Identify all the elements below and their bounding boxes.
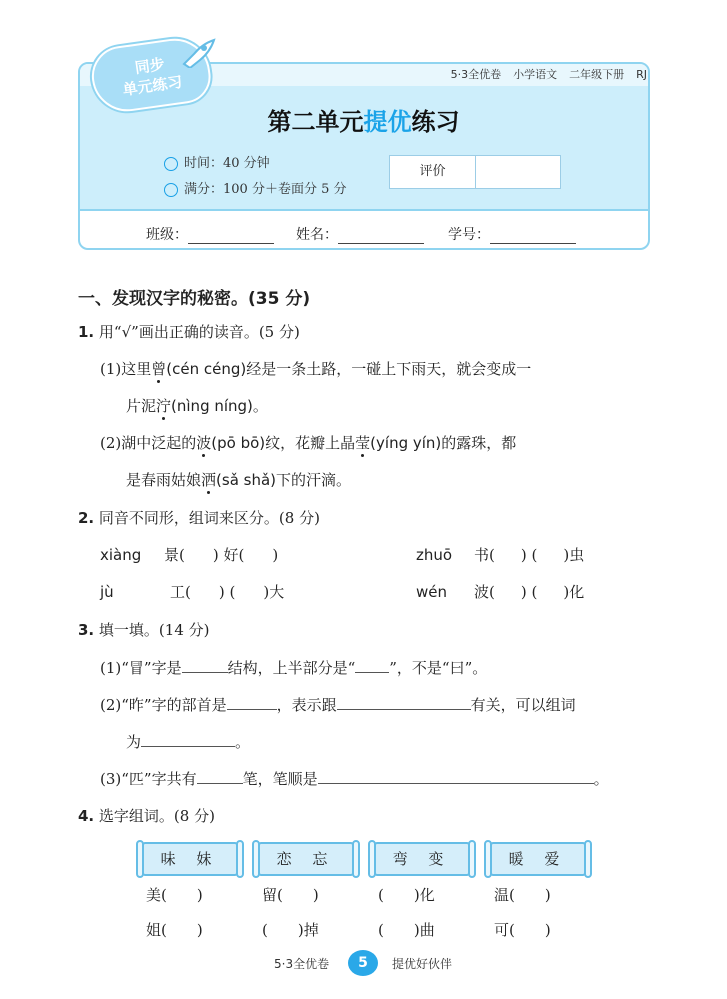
question-3-item-3	[100, 767, 609, 789]
question-4-row-2	[378, 919, 435, 940]
question-number: 3.	[78, 621, 95, 639]
evaluation-label: 评价	[390, 156, 476, 188]
question-1-stem	[78, 321, 300, 342]
fill-item[interactable]: 温(	[494, 886, 515, 904]
fill-item[interactable]: 美(	[146, 886, 167, 904]
series-name: 5·3全优卷	[450, 68, 502, 81]
check-circle-icon	[164, 183, 178, 197]
badge-line2: 单元练习	[121, 72, 184, 99]
score-text: 满分：100 分＋卷面分 5 分	[184, 182, 347, 197]
question-1-sentence-2b	[126, 469, 351, 490]
text: 纹，花瓣上晶	[265, 434, 356, 452]
text: (1)这里	[100, 360, 152, 378]
answer-blank[interactable]	[318, 767, 594, 784]
fill-item[interactable]: )	[196, 886, 203, 904]
badge-line1: 同步	[133, 55, 166, 78]
fill-item[interactable]: ) (	[520, 546, 538, 564]
word-choice-box: 弯 变	[374, 842, 470, 876]
question-1-sentence-2a	[100, 432, 516, 453]
question-text: 用“√”画出正确的读音。(5 分)	[98, 323, 300, 341]
question-3-item-2-cont	[126, 730, 250, 752]
answer-blank[interactable]	[355, 656, 389, 673]
fill-item[interactable]: ) (	[218, 583, 236, 601]
fill-item[interactable]: ) 好(	[212, 546, 245, 564]
question-2-row-2	[100, 581, 284, 602]
text: 片泥	[126, 397, 157, 415]
page-number: 5	[348, 950, 378, 976]
name-field[interactable]	[296, 224, 424, 244]
pinyin-choice[interactable]: (sǎ shǎ)	[216, 471, 277, 489]
question-1-sentence-1b	[126, 395, 268, 416]
text: 。	[593, 770, 609, 788]
pinyin-choice[interactable]: (yíng yín)	[370, 434, 442, 452]
question-4-row-2	[262, 919, 319, 940]
pinyin: zhuō	[416, 546, 453, 564]
question-4-row-1	[494, 884, 551, 905]
question-3-item-1	[100, 656, 487, 678]
word-choice-box: 味 妹	[142, 842, 238, 876]
fill-item[interactable]: )化	[563, 583, 585, 601]
question-text: 填一填。(14 分)	[98, 621, 210, 639]
section-title: 一、发现汉字的秘密。(35 分)	[78, 289, 311, 309]
word-choice-box: 恋 忘	[258, 842, 354, 876]
question-2-row-2-right	[416, 581, 584, 602]
text: (2)湖中泛起的	[100, 434, 197, 452]
fill-item[interactable]: )	[272, 546, 279, 564]
title-highlight: 提优	[363, 108, 412, 136]
pinyin-choice[interactable]: (cén céng)	[166, 360, 247, 378]
footer-slogan: 提优好伙伴	[392, 957, 453, 971]
id-label: 学号：	[448, 227, 490, 243]
class-field[interactable]	[146, 224, 274, 244]
fill-item[interactable]: 书(	[474, 546, 495, 564]
title-part: 练习	[411, 108, 460, 136]
question-3-stem	[78, 619, 209, 640]
clock-icon	[164, 157, 178, 171]
pinyin: xiàng	[100, 546, 142, 564]
fill-item[interactable]: )	[312, 886, 319, 904]
marked-char: 泞	[156, 397, 172, 415]
fill-item[interactable]: )化	[413, 886, 435, 904]
text: 结构，上半部分是“	[227, 659, 356, 677]
question-4-row-1	[378, 884, 435, 905]
question-number: 2.	[78, 509, 95, 527]
evaluation-box	[389, 155, 561, 189]
marked-char: 洒	[201, 471, 217, 489]
fill-item[interactable]: )虫	[563, 546, 585, 564]
fill-item[interactable]: )掉	[297, 921, 319, 939]
marked-char: 曾	[151, 360, 167, 378]
pinyin: wén	[416, 583, 448, 601]
grade: 二年级下册	[569, 68, 625, 81]
fill-item[interactable]: )	[196, 921, 203, 939]
word-choice-box: 暖 爱	[490, 842, 586, 876]
text: 为	[126, 733, 142, 751]
publication-info	[439, 66, 647, 82]
text: (2)“昨”字的部首是	[100, 696, 227, 714]
answer-blank[interactable]	[141, 730, 235, 747]
fill-item[interactable]: )曲	[413, 921, 435, 939]
text: 。	[235, 733, 251, 751]
fill-item[interactable]: )大	[263, 583, 285, 601]
question-4-row-1	[146, 884, 203, 905]
rocket-icon	[180, 38, 216, 68]
question-4-row-2	[494, 919, 551, 940]
fill-item[interactable]: 工(	[170, 583, 191, 601]
question-2-row-1	[100, 544, 278, 565]
answer-blank[interactable]	[227, 693, 277, 710]
fill-item[interactable]: )	[544, 886, 551, 904]
question-text: 选字组词。(8 分)	[98, 807, 215, 825]
text: 。	[252, 397, 268, 415]
text: 经是一条土路，一碰上下雨天，就会变成一	[246, 360, 532, 378]
question-number: 4.	[78, 807, 95, 825]
fill-item[interactable]: )	[544, 921, 551, 939]
name-label: 姓名：	[296, 227, 338, 243]
text: (3)“匹”字共有	[100, 770, 197, 788]
question-2-stem	[78, 507, 320, 528]
marked-char: 莹	[355, 434, 371, 452]
time-text: 时间：40 分钟	[184, 156, 270, 171]
name-blank[interactable]	[338, 243, 424, 244]
question-4-stem	[78, 805, 215, 826]
edition: RJ	[636, 68, 647, 81]
fill-item[interactable]: 留(	[262, 886, 283, 904]
text: 是春雨姑娘	[126, 471, 202, 489]
question-text: 同音不同形，组词来区分。(8 分)	[98, 509, 320, 527]
header-divider	[80, 209, 648, 211]
fill-item[interactable]: 姐(	[146, 921, 167, 939]
question-4-row-1	[262, 884, 319, 905]
fill-item[interactable]: 波(	[474, 583, 495, 601]
text: ，表示跟	[276, 696, 337, 714]
answer-blank[interactable]	[337, 693, 471, 710]
pinyin-choice[interactable]: (nìng níng)	[171, 397, 253, 415]
time-info	[164, 152, 270, 171]
answer-blank[interactable]	[182, 656, 228, 673]
class-label: 班级：	[146, 227, 188, 243]
text: 有关，可以组词	[470, 696, 576, 714]
text: 下的汗滴。	[276, 471, 352, 489]
subject: 小学语文	[513, 68, 558, 81]
answer-blank[interactable]	[197, 767, 243, 784]
question-2-row-1-right	[416, 544, 584, 565]
question-number: 1.	[78, 323, 95, 341]
question-4-row-2	[146, 919, 203, 940]
fill-item[interactable]: 景(	[164, 546, 185, 564]
fill-item[interactable]: 可(	[494, 921, 515, 939]
id-blank[interactable]	[490, 243, 576, 244]
marked-char: 波	[196, 434, 212, 452]
question-3-item-2	[100, 693, 576, 715]
text: 笔，笔顺是	[242, 770, 318, 788]
pinyin: jù	[100, 583, 114, 601]
fill-item[interactable]: (	[378, 886, 384, 904]
student-id-field[interactable]	[448, 224, 576, 244]
page-title	[0, 102, 727, 137]
class-blank[interactable]	[188, 243, 274, 244]
fill-item[interactable]: (	[262, 921, 268, 939]
fill-item[interactable]: ) (	[520, 583, 538, 601]
title-part: 第二单元	[267, 108, 364, 136]
fill-item[interactable]: (	[378, 921, 384, 939]
text: ”，不是“曰”。	[389, 659, 488, 677]
text: 的露珠，都	[441, 434, 517, 452]
footer-series: 5·3全优卷	[274, 957, 330, 971]
pinyin-choice[interactable]: (pō bō)	[211, 434, 266, 452]
score-info	[164, 178, 346, 197]
text: (1)“冒”字是	[100, 659, 182, 677]
question-1-sentence-1a	[100, 358, 531, 379]
